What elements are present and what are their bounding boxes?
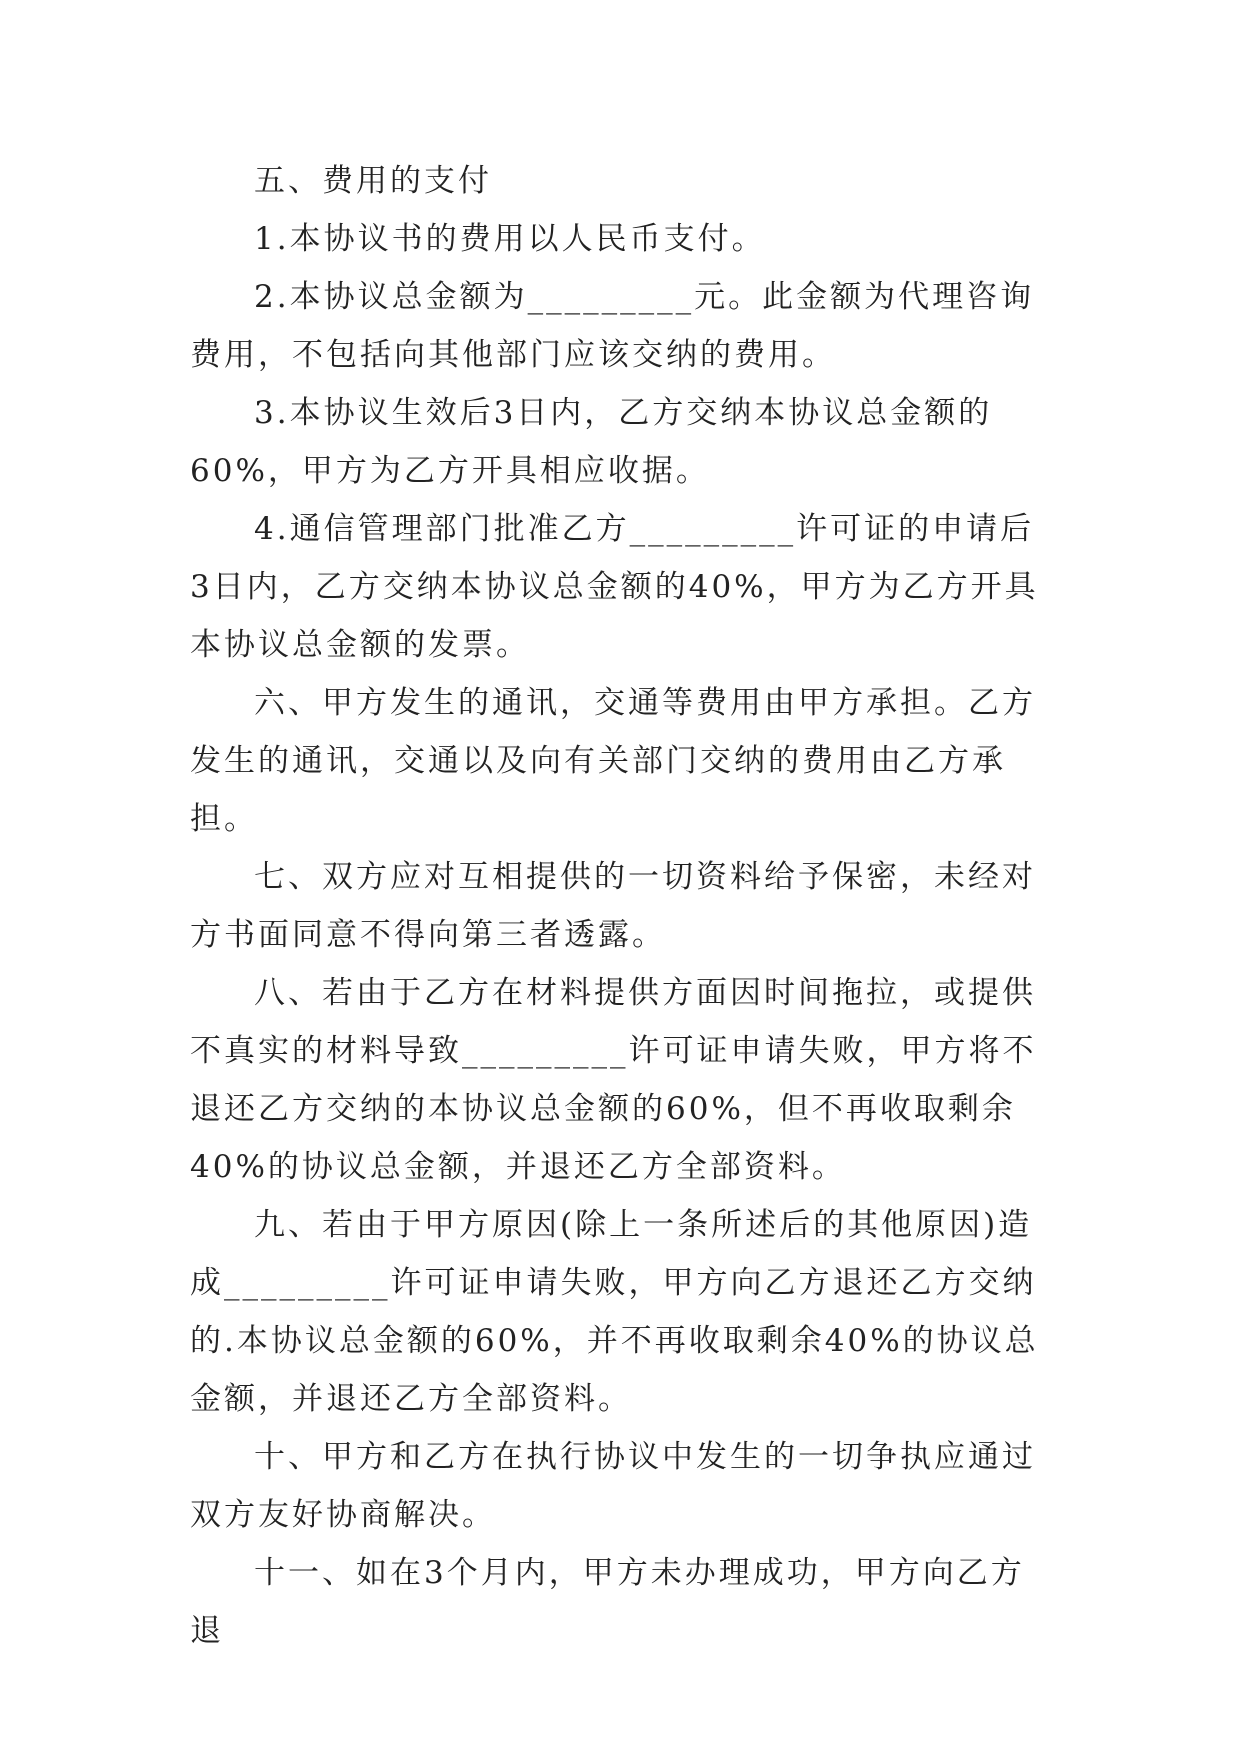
section-heading-payment: 五、费用的支付: [254, 163, 492, 199]
paragraph-clause-eleven: 十一、如在3个月内，甲方未办理成功，甲方向乙方退: [190, 1555, 1025, 1649]
paragraph-clause-seven: 七、双方应对互相提供的一切资料给予保密，未经对方书面同意不得向第三者透露。: [190, 859, 1036, 953]
paragraph-total-amount: 2.本协议总金额为_________元。此金额为代理咨询费用，不包括向其他部门应该交纳的费用。: [190, 279, 1035, 373]
paragraph-clause-nine: 九、若由于甲方原因(除上一条所述后的其他原因)造成_________许可证申请失败，甲方向乙方退还乙方交纳的.本协议总金额的60%，并不再收取剩余40%的协议总金额，并退还乙方全部资料。: [190, 1207, 1039, 1417]
paragraph-clause-ten: 十、甲方和乙方在执行协议中发生的一切争执应通过双方友好协商解决。: [190, 1439, 1036, 1533]
document-body: [190, 152, 1050, 1660]
paragraph-clause-eight: 八、若由于乙方在材料提供方面因时间拖拉，或提供不真实的材料导致_________许可证申请失败，甲方将不退还乙方交纳的本协议总金额的60%，但不再收取剩余40%的协议总金额，并退还乙方全部资料。: [190, 975, 1037, 1185]
paragraph-first-payment: 3.本协议生效后3日内，乙方交纳本协议总金额的60%，甲方为乙方开具相应收据。: [190, 395, 993, 489]
paragraph-currency: 1.本协议书的费用以人民币支付。: [254, 221, 766, 257]
paragraph-clause-six: 六、甲方发生的通讯，交通等费用由甲方承担。乙方发生的通讯，交通以及向有关部门交纳的费用由乙方承担。: [190, 685, 1036, 837]
paragraph-second-payment: 4.通信管理部门批准乙方_________许可证的申请后3日内，乙方交纳本协议总金额的40%，甲方为乙方开具本协议总金额的发票。: [190, 511, 1039, 663]
